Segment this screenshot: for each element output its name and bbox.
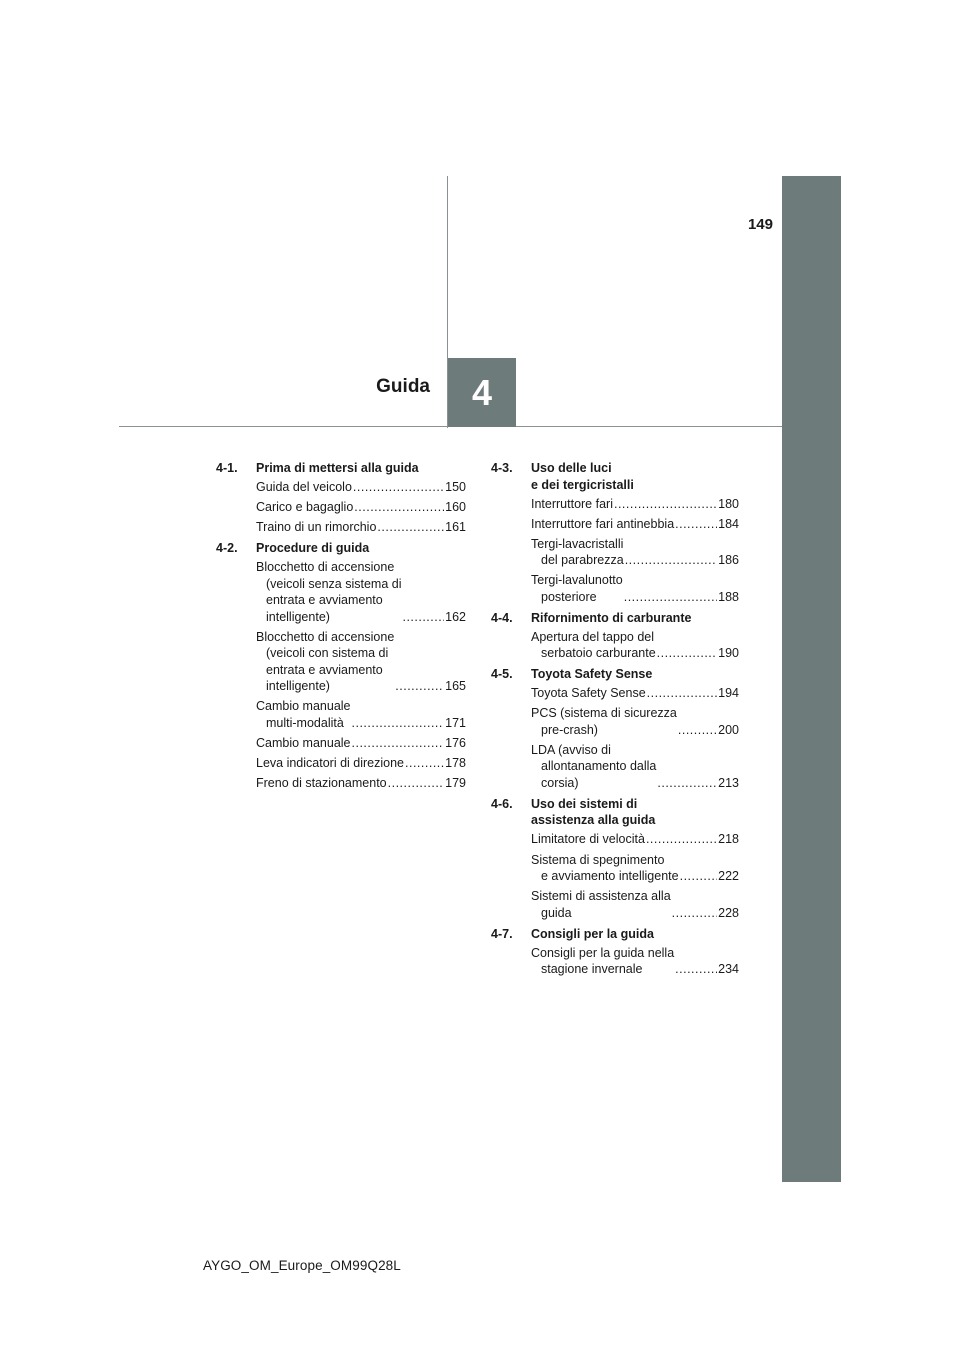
dot-leader <box>405 755 444 772</box>
section-heading[interactable] <box>491 610 739 627</box>
dot-leader <box>352 715 445 732</box>
dot-leader <box>377 519 444 536</box>
entry-page-number: 190 <box>718 646 739 661</box>
entry-page-number: 222 <box>718 869 739 884</box>
chapter-title: Guida <box>376 376 430 397</box>
section-number: 4-5. <box>491 667 513 682</box>
entry-title: Cambio manuale multi-modalità <box>256 699 351 730</box>
toc-entry[interactable] <box>531 516 739 533</box>
dot-leader <box>646 831 717 848</box>
entry-page-number: 165 <box>445 679 466 694</box>
dot-leader <box>625 552 717 569</box>
entry-title: Leva indicatori di direzione <box>256 756 405 771</box>
chapter-number: 4 <box>471 371 493 413</box>
toc-entry[interactable] <box>531 572 739 605</box>
toc-entry[interactable] <box>256 775 466 792</box>
dot-leader <box>624 589 717 606</box>
dot-leader <box>388 775 445 792</box>
toc-section <box>216 460 466 536</box>
toc-entry[interactable] <box>531 496 739 513</box>
dot-leader <box>672 905 717 922</box>
section-number: 4-4. <box>491 610 513 625</box>
toc-entry[interactable] <box>256 629 466 695</box>
dot-leader <box>675 516 717 533</box>
entry-page-number: 179 <box>445 776 466 791</box>
entry-page-number: 180 <box>718 496 739 511</box>
entry-page-number: 228 <box>718 905 739 920</box>
toc-column-right <box>491 460 739 982</box>
entry-title: Apertura del tappo del serbatoio carburante <box>531 629 656 661</box>
entry-page-number: 176 <box>445 735 466 750</box>
entry-title: Interruttore fari <box>531 496 613 511</box>
toc-entry[interactable] <box>531 888 739 921</box>
entry-page-number: 171 <box>445 715 466 730</box>
section-number: 4-1. <box>216 461 238 475</box>
chapter-side-tab <box>782 176 841 1182</box>
entry-title: Sistemi di assistenza alla guida <box>531 889 671 920</box>
toc-section <box>491 460 739 605</box>
toc-entry[interactable] <box>256 499 466 516</box>
dot-leader <box>354 499 444 516</box>
toc-entry[interactable] <box>531 831 739 848</box>
entry-page-number: 234 <box>718 962 739 977</box>
entry-page-number: 188 <box>718 589 739 604</box>
section-number: 4-7. <box>491 926 513 941</box>
entry-title: Traino di un rimorchio <box>256 520 377 535</box>
footer-code: AYGO_OM_Europe_OM99Q28L <box>203 1258 401 1273</box>
toc-entry[interactable] <box>256 519 466 536</box>
toc-entry[interactable] <box>531 629 739 662</box>
toc-entry[interactable] <box>531 945 739 978</box>
entry-title: Blocchetto di accensione (veicoli con sistema di entrata e avviamento intelligente) <box>256 629 395 694</box>
entry-title: Freno di stazionamento <box>256 776 387 791</box>
entry-page-number: 161 <box>445 520 466 535</box>
section-title: Prima di mettersi alla guida <box>256 461 419 475</box>
dot-leader <box>402 609 444 626</box>
toc-entry[interactable] <box>256 755 466 772</box>
entry-title: Guida del veicolo <box>256 480 352 494</box>
entry-title: LDA (avviso di allontanamento dalla corsia) <box>531 742 657 790</box>
entry-title: Tergi-lavacristalli del parabrezza <box>531 536 624 568</box>
entry-title: PCS (sistema di sicurezza pre-crash) <box>531 706 677 737</box>
toc-section <box>216 540 466 791</box>
dot-leader <box>395 678 444 695</box>
entry-page-number: 160 <box>445 500 466 515</box>
entry-page-number: 184 <box>718 516 739 531</box>
toc-entry[interactable] <box>531 536 739 569</box>
dot-leader <box>678 722 717 739</box>
entry-page-number: 218 <box>718 832 739 847</box>
entry-title: Toyota Safety Sense <box>531 686 646 701</box>
toc-column-left <box>216 460 466 796</box>
entry-page-number: 213 <box>718 775 739 790</box>
entry-page-number: 162 <box>445 609 466 624</box>
section-heading[interactable] <box>216 540 466 557</box>
section-title: Procedure di guida <box>256 541 370 556</box>
section-title: Uso dei sistemi di assistenza alla guida <box>531 796 656 828</box>
section-heading[interactable] <box>491 926 739 943</box>
toc-section <box>491 926 739 978</box>
toc-section <box>491 796 739 921</box>
section-title: Uso delle luci e dei tergicristalli <box>531 461 634 492</box>
section-heading[interactable] <box>491 796 739 829</box>
dot-leader <box>657 645 717 662</box>
entry-title: Consigli per la guida nella stagione invernale <box>531 945 675 977</box>
entry-page-number: 194 <box>718 686 739 701</box>
section-number: 4-2. <box>216 541 238 556</box>
dot-leader <box>657 775 717 792</box>
entry-title: Tergi-lavalunotto posteriore <box>531 573 623 604</box>
toc-entry[interactable] <box>256 735 466 752</box>
section-number: 4-6. <box>491 796 513 811</box>
toc-entry[interactable] <box>531 852 739 885</box>
toc-entry[interactable] <box>256 559 466 625</box>
entry-title: Interruttore fari antinebbia <box>531 516 675 531</box>
dot-leader <box>352 735 445 752</box>
entry-page-number: 150 <box>445 480 466 494</box>
dot-leader <box>353 479 444 496</box>
entry-title: Sistema di spegnimento e avviamento intelligente <box>531 852 679 884</box>
dot-leader <box>680 868 718 885</box>
toc-section <box>491 666 739 791</box>
toc-entry[interactable] <box>256 479 466 496</box>
section-heading[interactable] <box>216 460 466 477</box>
toc-section <box>491 610 739 662</box>
page-number: 149 <box>747 216 773 233</box>
entry-title: Limitatore di velocità <box>531 832 645 847</box>
section-title: Toyota Safety Sense <box>531 667 653 682</box>
section-title: Rifornimento di carburante <box>531 610 692 625</box>
dot-leader <box>614 496 717 513</box>
entry-title: Carico e bagaglio <box>256 500 354 515</box>
entry-page-number: 200 <box>718 722 739 737</box>
dot-leader <box>647 685 717 702</box>
toc-entry[interactable] <box>531 742 739 792</box>
section-heading[interactable] <box>491 666 739 683</box>
dot-leader <box>675 961 717 978</box>
chapter-number-box <box>448 358 516 427</box>
toc-entry[interactable] <box>256 698 466 731</box>
section-heading[interactable] <box>491 460 739 493</box>
toc-entry[interactable] <box>531 685 739 702</box>
entry-page-number: 186 <box>718 553 739 568</box>
entry-page-number: 178 <box>445 756 466 771</box>
entry-title: Blocchetto di accensione (veicoli senza sistema di entrata e avviamento intelligente) <box>256 560 402 624</box>
toc-entry[interactable] <box>531 705 739 738</box>
entry-title: Cambio manuale <box>256 735 351 750</box>
section-title: Consigli per la guida <box>531 926 654 941</box>
section-number: 4-3. <box>491 461 513 475</box>
